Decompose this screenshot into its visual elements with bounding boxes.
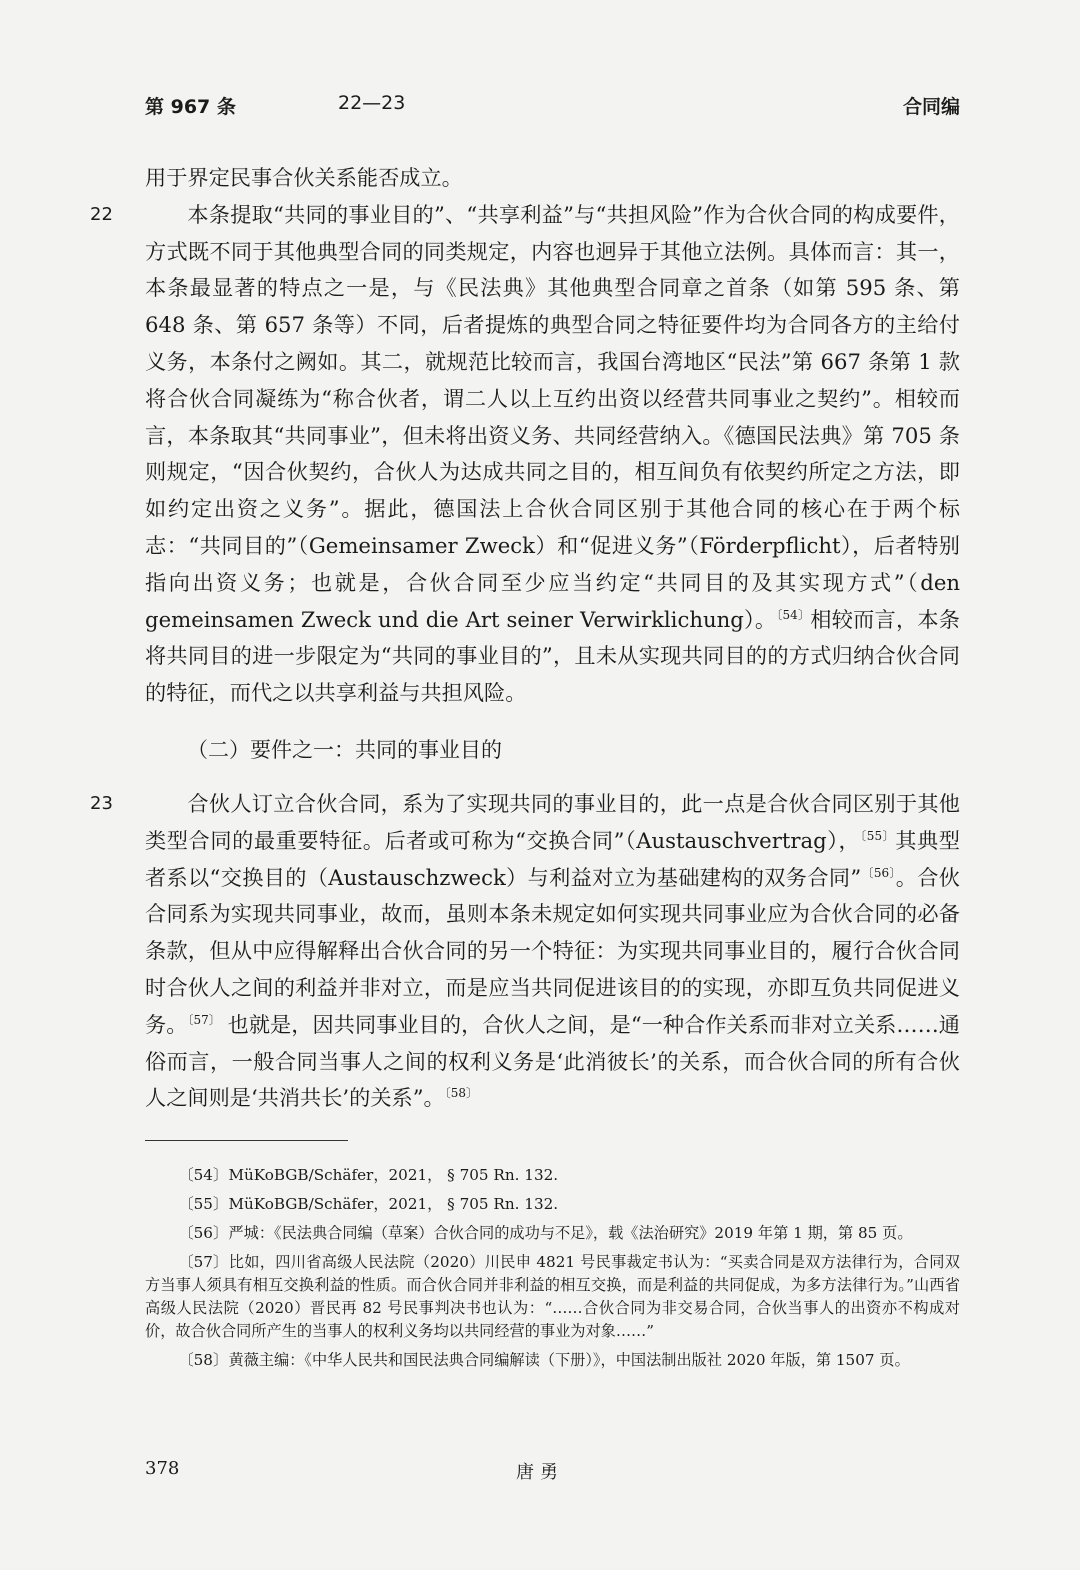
footnote-label: 〔54〕 — [178, 1166, 229, 1184]
footnote-text: 严城：《民法典合同编（草案）合伙合同的成功与不足》，载《法治研究》2019 年第 1 期，第 85 页。 — [228, 1224, 913, 1242]
footnote-divider — [145, 1140, 348, 1141]
main-text — [90, 160, 960, 1117]
paragraph-22 — [90, 197, 960, 712]
footnote — [145, 1251, 960, 1343]
footnote-ref: 〔57〕 — [187, 1012, 221, 1027]
paragraph-continuation: 用于界定民事合伙关系能否成立。 — [145, 165, 463, 190]
footnote-label: 〔58〕 — [178, 1351, 229, 1369]
footnote — [145, 1164, 960, 1187]
footnote-text: MüKoBGB/Schäfer，2021， § 705 Rn. 132. — [228, 1195, 559, 1213]
footnote-text: 比如，四川省高级人民法院（2020）川民申 4821 号民事裁定书认为：“买卖合同是双方法律行为，合同双方当事人须具有相互交换利益的性质。而合伙合同并非利益的相互交换，而是利益的共同促成，为多方法律行为。”山西省高级人民法院（2020）晋民再 82 号民事判决书也认为：“……合伙合同为非交易合同，合伙当事人的出资亦不构成对价，故合伙合同所产生的当事人的权利义务均以共同经营的事业为对象……” — [145, 1253, 960, 1340]
footnote-label: 〔56〕 — [178, 1224, 229, 1242]
footnote-ref: 〔55〕 — [860, 828, 896, 843]
footnote-text: 黄薇主编：《中华人民共和国民法典合同编解读（下册）》，中国法制出版社 2020 年版，第 1507 页。 — [228, 1351, 910, 1369]
footnote — [145, 1193, 960, 1216]
footnote-label: 〔57〕 — [178, 1253, 229, 1271]
paragraph-23 — [90, 786, 960, 1117]
footnotes — [145, 1164, 960, 1378]
paragraph-text: 也就是，因共同事业目的，合伙人之间，是“一种合作关系而非对立关系……通俗而言，一般合同当事人之间的权利义务是‘此消彼长’的关系，而合伙合同的所有合伙人之间则是‘共消共长’的关系”。 — [145, 1011, 960, 1111]
margin-number: 22 — [90, 203, 113, 225]
page-number: 378 — [145, 1458, 180, 1479]
margin-number: 23 — [90, 792, 113, 814]
paragraph-text: 合伙人订立合伙合同，系为了实现共同的事业目的，此一点是合伙合同区别于其他类型合同的最重要特征。后者或可称为“交换合同”（Austauschvertrag）， — [145, 790, 960, 853]
author-name: 唐勇 — [516, 1462, 564, 1483]
footnote-text: MüKoBGB/Schäfer，2021， § 705 Rn. 132. — [228, 1166, 559, 1184]
section-subheading: （二）要件之一：共同的事业目的 — [187, 737, 502, 762]
margin-number-range: 22—23 — [338, 92, 406, 114]
paragraph-text: 本条提取“共同的事业目的”、“共享利益”与“共担风险”作为合伙合同的构成要件，方式既不同于其他典型合同的同类规定，内容也迥异于其他立法例。具体而言：其一，本条最显著的特点之一是，与《民法典》其他典型合同章之首条（如第 595 条、第 648 条、第 657 条等）不同，后者提炼的典型合同之特征要件均为合同各方的主给付义务，本条付之阙如。其二，就规范比较而言，我国台湾地区“民法”第 667 条第 1 款将合伙合同凝练为“称合伙者，谓二人以上互约出资以经营共同事业之契约”。相较而言，本条取其“共同事业”，但未将出资义务、共同经营纳入。《德国民法典》第 705 条则规定，“因合伙契约，合伙人为达成共同之目的，相互间负有依契约所定之方法，即如约定出资之义务”。据此，德国法上合伙合同区别于其他合同的核心在于两个标志：“共同目的”（Gemeinsamer Zweck）和“促进义务”（Förderpflicht），后者特别指向出资义务；也就是，合伙合同至少应当约定“共同目的及其实现方式”（den gemeinsamen Zweck und die Art seiner Verwirklichung）。 — [145, 201, 960, 632]
article-number: 第 967 条 — [145, 96, 236, 118]
paragraph-text: 其典型者系以“交换目的（Austauschzweck）与利益对立为基础建构的双务合同” — [145, 827, 960, 890]
footnote — [145, 1349, 960, 1372]
footnote-ref: 〔56〕 — [861, 865, 896, 880]
paragraph-text: 。合伙合同系为实现共同事业，故而，虽则本条未规定如何实现共同事业应为合伙合同的必备条款，但从中应得解释出合伙合同的另一个特征：为实现共同事业目的，履行合伙合同时合伙人之间的利益并非对立，而是应当共同促进该目的的实现，亦即互负共同促进义务。 — [145, 864, 960, 1037]
footnote-ref: 〔58〕 — [444, 1086, 479, 1101]
running-header — [0, 92, 1080, 122]
part-title: 合同编 — [902, 96, 960, 118]
footnote-label: 〔55〕 — [178, 1195, 229, 1213]
footnote — [145, 1222, 960, 1245]
footnote-ref: 〔54〕 — [776, 607, 811, 622]
paragraph-text: 相较而言，本条将共同目的进一步限定为“共同的事业目的”，且未从实现共同目的的方式归纳合伙合同的特征，而代之以共享利益与共担风险。 — [145, 606, 960, 706]
